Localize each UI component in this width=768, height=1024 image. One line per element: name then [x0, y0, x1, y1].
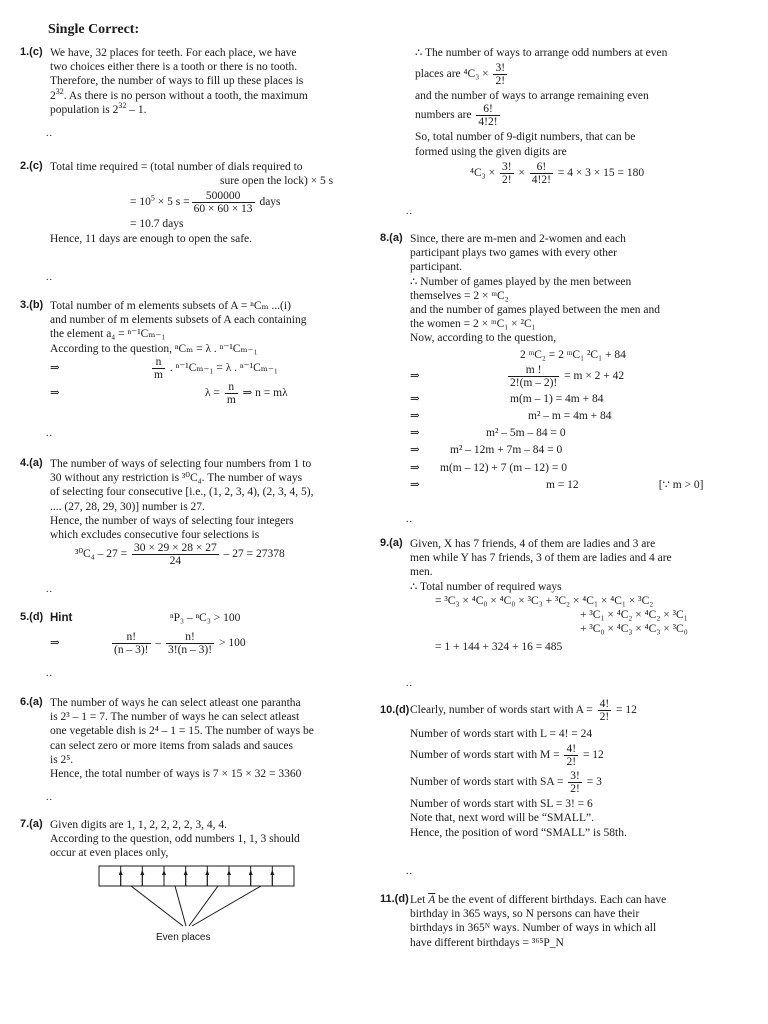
question-5 — [20, 611, 365, 661]
digit-boxes — [99, 866, 294, 886]
question-number: 8.(a) — [380, 232, 403, 244]
question-11 — [380, 893, 715, 963]
question-number: 3.(b) — [20, 299, 44, 311]
separator-dots: .. — [46, 428, 53, 439]
question-3 — [20, 299, 365, 419]
question-number: 10.(d) — [380, 704, 410, 716]
even-places-diagram — [98, 864, 298, 944]
question-number: 1.(c) — [20, 46, 43, 58]
question-6 — [20, 696, 365, 786]
separator-dots: .. — [406, 206, 413, 217]
separator-dots: .. — [406, 866, 413, 877]
question-body: The number of ways of selecting four numbers from 1 to 30 without any restriction is ³⁰C₄. The number of ways of selecting four consecutive [i.e., (1, 2, 3, 4), (2, 3, 4, 5), .... (27, 28, 29, 30)] number is 27. Hence, the number of ways of selecting four integers which excludes consecutive four selections is ³⁰C₄ – 27 = $\frac{30 \times 29 \times 28 \times 27}{24}$ – 27 = 27378 — [50, 458, 314, 568]
separator-dots: .. — [46, 272, 53, 283]
question-body: We have, 32 places for teeth. For each place, we have two choices either there is a tooth or there is no tooth. Therefore, the number of ways to fill up these places is $2^{32}$. As there is no person without a tooth, the maximum population is $2^{32} - 1$. — [50, 47, 308, 116]
question-body: Total time required = (total number of dials required to sure open the lock) × 5 s = $10^5 \times 5$ s = $\frac{500000}{60 \times 60 \times 13}$ days = 10.7 days Hence, 11 days are enough to open the safe. — [50, 161, 334, 245]
question-2 — [20, 160, 365, 260]
question-body: Since, there are m-men and 2-women and each participant plays two games with every other participant. ∴ Number of games played by the men between themselves = 2 × ᵐC₂ and the number of games played between the men and the women = 2 × ᵐC₁ × ²C₁ Now, according to the question, 2 ᵐC₂ = 2 ᵐC₁ ²C₁ + 84 ⇒ $\frac{m !}{2!(m - 2)!}$ = m × 2 + 42 ⇒ m(m – 1) = 4m + 84 ⇒ m² – m = 4m + 84 ⇒ m² – 5m – 84 = 0 ⇒ m² – 12m + 7m – 84 = 0 ⇒ m(m – 12) + 7 (m – 12) = 0 ⇒ m = 12 [∵ m > 0] — [410, 233, 704, 491]
question-8 — [380, 232, 715, 502]
separator-dots: .. — [46, 128, 53, 139]
question-body: Given, X has 7 friends, 4 of them are ladies and 3 are men while Y has 7 friends, 3 of them are ladies and 4 are men. ∴ Total number of required ways = ³C₃ × ⁴C₀ × ⁴C₀ × ³C₃ + ³C₂ × ⁴C₁ × ⁴C₁ × ³C₂ + ³C₁ × ⁴C₂ × ⁴C₂ × ³C₁ + ³C₀ × ⁴C₃ × ⁴C₃ × ³C₀ = 1 + 144 + 324 + 16 = 485 — [410, 538, 688, 654]
question-1 — [20, 46, 365, 126]
question-body: Given digits are 1, 1, 2, 2, 2, 2, 3, 4, 4. According to the question, odd numbers 1, 1, 3 should occur at even places only, — [50, 819, 300, 860]
question-body: Let $\overline{A}$ be the event of different birthdays. Each can have birthday in 365 ways, so N persons can have their birthdays in 365ᴺ ways. Number of ways in which all have different birthdays = ³⁶⁵P_N — [410, 894, 667, 949]
question-10 — [380, 698, 715, 858]
section-heading: Single Correct: — [48, 22, 140, 37]
question-body: Hint ⁿP₃ – ⁿC₃ > 100 ⇒ $\frac{n!}{(n - 3)!}$ – $\frac{n!}{3!(n - 3)!}$ > 100 — [50, 612, 246, 657]
question-body: Total number of m elements subsets of A = ⁿCₘ ...(i) and number of m elements subsets of A each containing the element a₄ = ⁿ⁻¹Cₘ₋₁ According to the question, ⁿCₘ = λ . ⁿ⁻¹Cₘ₋₁ ⇒ $\frac{n}{m}$ . ⁿ⁻¹Cₘ₋₁ = λ . ⁿ⁻¹Cₘ₋₁ ⇒ λ = $\frac{n}{m}$ ⇒ n = mλ — [50, 300, 307, 406]
question-number: 9.(a) — [380, 537, 403, 549]
separator-dots: .. — [46, 584, 53, 595]
question-number: 7.(a) — [20, 818, 43, 830]
question-7-continued — [380, 46, 715, 196]
question-7 — [20, 818, 365, 968]
question-number: 5.(d) — [20, 611, 44, 623]
separator-dots: .. — [406, 678, 413, 689]
question-number: 6.(a) — [20, 696, 43, 708]
question-4 — [20, 457, 365, 577]
separator-dots: .. — [406, 514, 413, 525]
question-9 — [380, 537, 715, 667]
separator-dots: .. — [46, 668, 53, 679]
question-body: ∴ The number of ways to arrange odd numbers at even places are ⁴C₃ × $\frac{3!}{2!}$ and the number of ways to arrange remaining even numbers are $\frac{6!}{4!2!}$ So, total number of 9-digit numbers, that can be formed using the given digits are ⁴C₃ × $\frac{3!}{2!}$ × $\frac{6!}{4!2!}$ = 4 × 3 × 15 = 180 — [415, 47, 668, 186]
question-number: 2.(c) — [20, 160, 43, 172]
question-number: 4.(a) — [20, 457, 43, 469]
question-body: Clearly, number of words start with A = $\frac{4!}{2!}$ = 12 Number of words start with L = 4! = 24 Number of words start with M = $\frac{4!}{2!}$ = 12 Number of words start with SA = $\frac{3!}{2!}$ = 3 Number of words start with SL = 3! = 6 Note that, next word will be “SMALL”. Hence, the position of word “SMALL” is 58th. — [410, 698, 637, 839]
separator-dots: .. — [46, 792, 53, 803]
question-body: The number of ways he can select atleast one parantha is 2³ – 1 = 7. The number of ways he can select atleast one vegetable dish is 2⁴ – 1 = 15. The number of ways be can select zero or more items from salads and sauces is 2⁵. Hence, the total number of ways is 7 × 15 × 32 = 3360 — [50, 697, 314, 781]
diagram-label: Even places — [156, 932, 211, 943]
question-number: 11.(d) — [380, 893, 409, 905]
